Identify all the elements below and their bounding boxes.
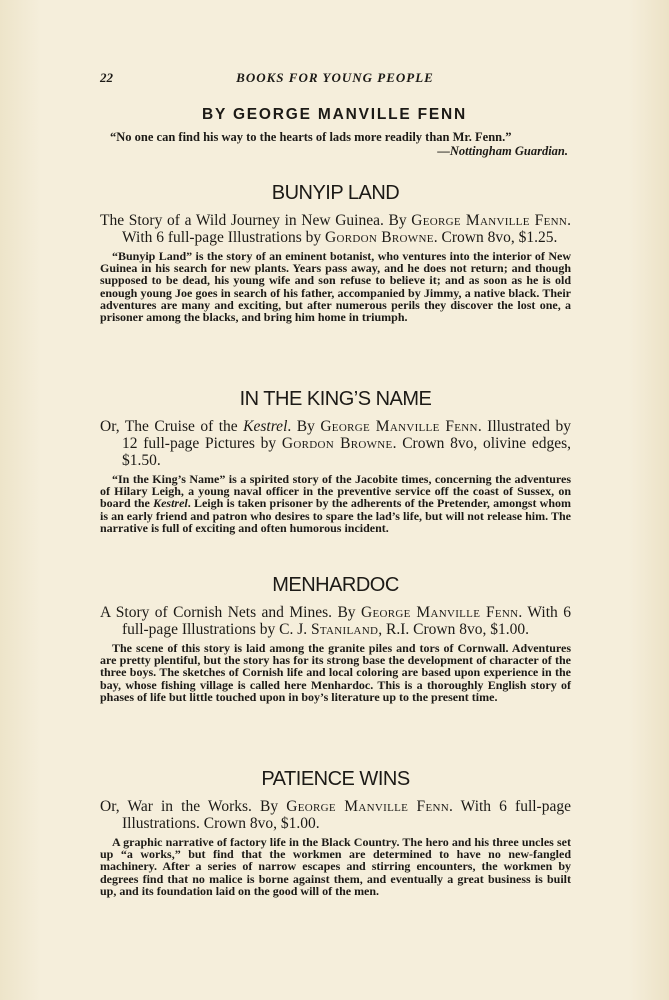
author-name: George Manville Fenn [411, 212, 568, 229]
page-number: 22 [100, 70, 113, 85]
ship-name: Kestrel [153, 496, 188, 511]
quote-source: —Nottingham Guardian. [437, 144, 568, 158]
book-blurb: The scene of this story is laid among the granite piles and tors of Cornwall. Adventures are pretty plentiful, but the story has for its strong base the development of character of the three boys. The sketches of Cornish life and local coloring are based upon experience in the bay, whose fishing village is called here Menhardoc. This is a thoroughly English story of phases of life but little touched upon in boy’s literature up to the present time. [100, 641, 571, 704]
desc-text: Or, War in the Works. By [100, 798, 287, 815]
book-blurb: “Bunyip Land” is the story of an eminent botanist, who ventures into the interior of New Guinea in his search for new plants. Years pass away, and he does not return; and though supposed to be dead, his young wife and son refuse to believe it; and as soon as he is old enough young Joe goes in search of his father, accompanied by Jimmy, a native black. Their adventures are many and exciting, but after numerous perils they discover the lost one, a prisoner among the blacks, and bring him home in triumph. [100, 249, 571, 325]
quote-text: “No one can find his way to the hearts of lads more readily than Mr. Fenn.” [110, 130, 512, 144]
book-title: MENHARDOC [272, 574, 399, 596]
desc-text: . With 6 full-page Illustrations by C. J. [122, 604, 571, 638]
book-blurb: A graphic narrative of factory life in the Black Country. The hero and his three uncles set up “a works,” but find that the workmen are determined to have no new-fangled machinery. After a series of narrow escapes and stirring encounters, the workmen by degrees find that no malice is borne against them, and eventually a great business is built up, and its foundation laid on the good will of the men. [100, 835, 571, 898]
desc-text: A Story of Cornish Nets and Mines. By [100, 604, 361, 621]
book-entry [100, 388, 571, 534]
blurb-text: “In the King’s Name” is a spirited story of the Jacobite times, concerning the adventures of Hilary Leigh, a young naval officer in the preventive service off the coast of Sussex, on board the [100, 472, 571, 511]
desc-text: The Story of a Wild Journey in New Guinea. By [100, 212, 412, 229]
desc-text: . Crown 8vo, olivine edges, $1.50. [122, 435, 571, 469]
desc-text: . Illustrated by 12 full-page Pictures by [122, 418, 571, 452]
book-entry [100, 574, 571, 703]
author-name: George Manville Fenn [320, 418, 478, 435]
desc-text: . With 6 full-page Illustrations by [122, 212, 571, 246]
author-heading: BY GEORGE MANVILLE FENN [201, 106, 468, 123]
running-title: BOOKS FOR YOUNG PEOPLE [236, 70, 434, 85]
book-entry [100, 182, 571, 323]
book-description [100, 798, 571, 832]
book-title: IN THE KING’S NAME [239, 388, 432, 410]
book-description [100, 212, 571, 246]
running-header [100, 70, 570, 88]
desc-text: . With 6 full-page Illustrations. Crown 8vo, $1.00. [122, 798, 571, 832]
book-title: PATIENCE WINS [261, 768, 410, 790]
desc-text: . Crown 8vo, $1.25. [433, 229, 558, 246]
author-name: George Manville Fenn [286, 798, 449, 815]
desc-text: . By [287, 418, 321, 435]
book-entry [100, 768, 571, 897]
desc-text: Or, The Cruise of the [100, 418, 244, 435]
illustrator-name: Gordon Browne [325, 229, 434, 246]
press-quote [110, 130, 580, 158]
blurb-text: . Leigh is taken prisoner by the adherents of the Pretender, amongst whom is an early friend and patron who desires to spare the lad’s life, but will not release him. The narrative is full of exciting and often humorous incident. [100, 496, 572, 535]
book-blurb [100, 473, 571, 534]
book-description [100, 604, 571, 638]
illustrator-name: Staniland [311, 621, 379, 638]
desc-text: , R.I. Crown 8vo, $1.00. [378, 621, 529, 638]
book-description [100, 418, 571, 469]
illustrator-name: Gordon Browne [281, 435, 393, 452]
book-title: BUNYIP LAND [271, 182, 400, 204]
ship-name: Kestrel [243, 418, 288, 435]
author-name: George Manville Fenn [360, 604, 519, 621]
